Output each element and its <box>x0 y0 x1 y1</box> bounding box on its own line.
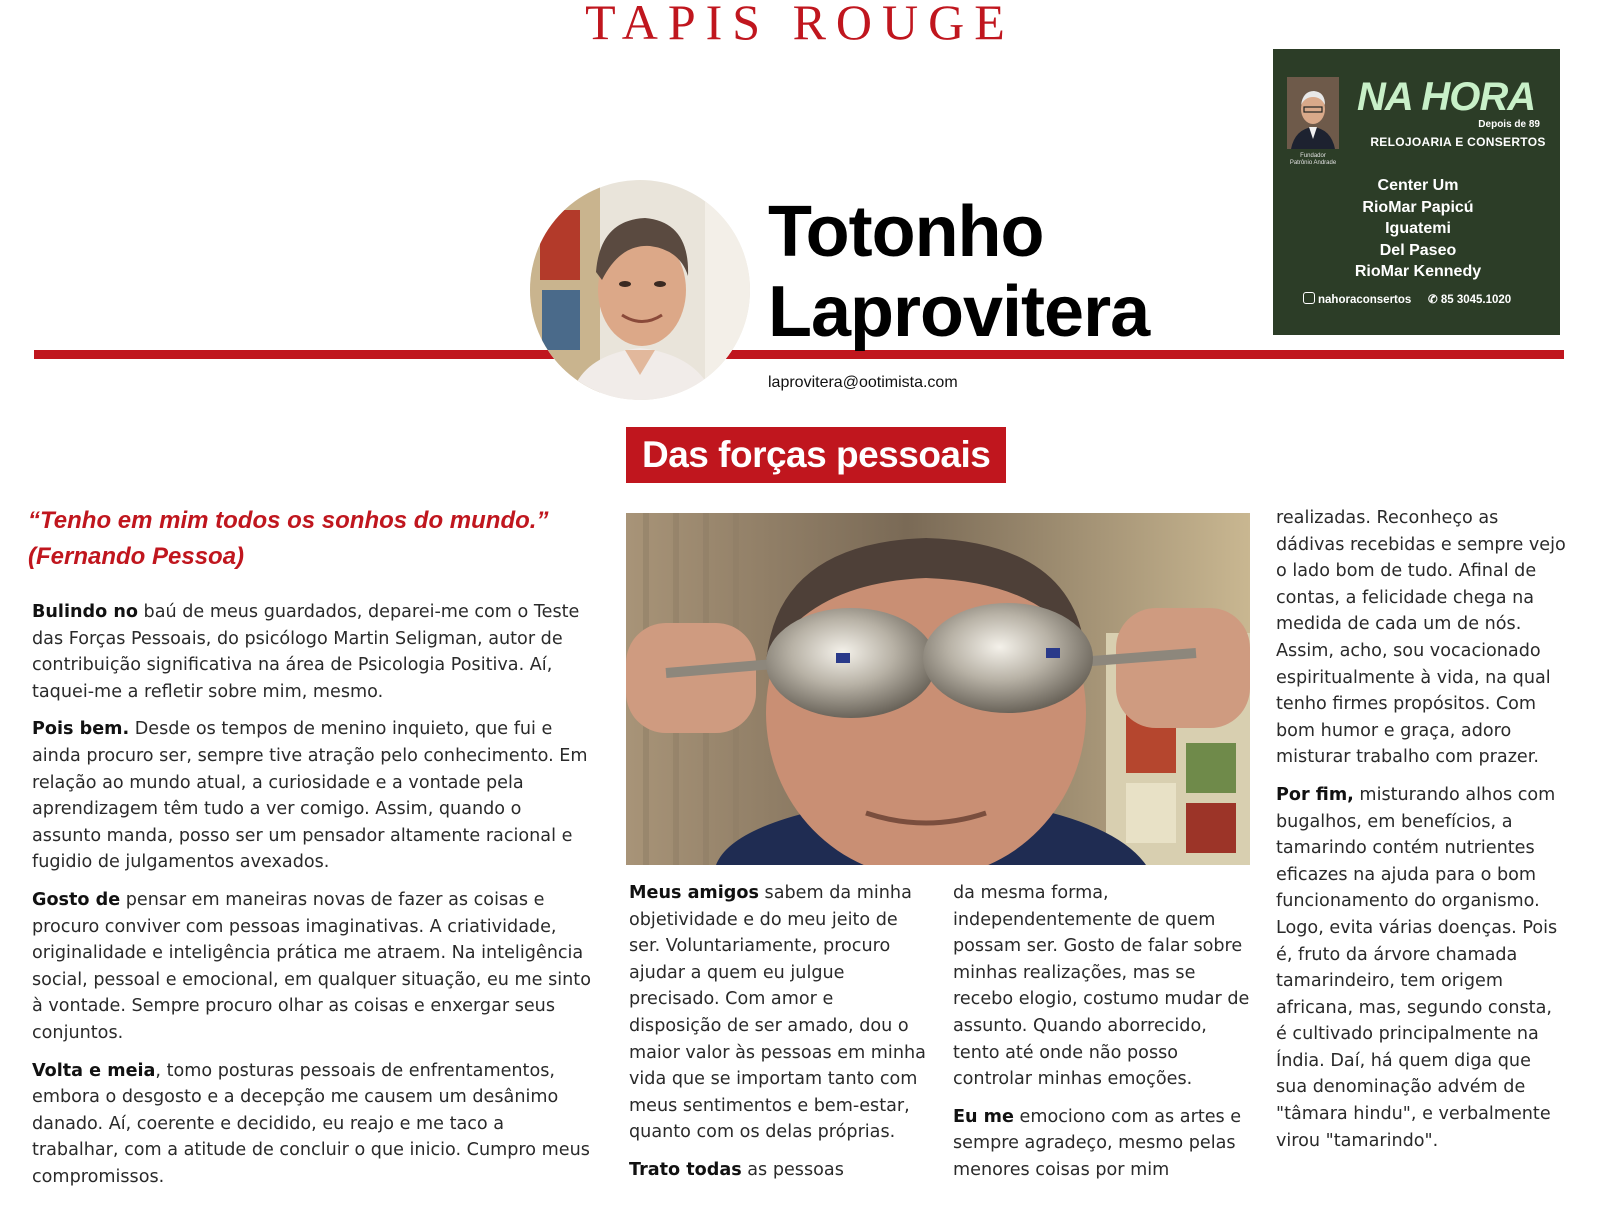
paragraph: Trato todas as pessoas <box>629 1159 844 1180</box>
ad-locations <box>1313 175 1523 283</box>
author-portrait <box>530 180 750 400</box>
founder-photo <box>1287 77 1339 149</box>
article-column-3 <box>953 880 1251 1195</box>
epigraph-text: “Tenho em mim todos os sonhos do mundo.” <box>28 507 549 534</box>
ad-instagram[interactable] <box>1303 292 1411 306</box>
paragraph: Por fim, misturando alhos com bugalhos, em benefícios, a tamarindo contém nutrientes eficazes na ajuda para o bom funcionamento do organismo. Logo, evita várias doenças. Pois é, fruto da árvore chamada tamarindeiro, tem origem africana, mas, segundo consta, é cultivado principalmente na Índia. Daí, há quem diga que sua denominação advém de "tâmara hindu", e verbalmente virou "tamarindo". <box>1276 784 1558 1151</box>
paragraph: Eu me emociono com as artes e sempre agradeço, mesmo pelas menores coisas por mim <box>953 1106 1242 1180</box>
paragraph: realizadas. Reconheço as dádivas recebidas e sempre vejo o lado bom de tudo. Afinal de contas, a felicidade chega na medida de cada um de nós. Assim, acho, sou vocacionado espiritualmente à vida, na qual tenho firmes propósitos. Com bom humor e graça, adoro misturar trabalho com prazer. <box>1276 508 1566 768</box>
paragraph: Gosto de pensar em maneiras novas de fazer as coisas e procuro conviver com pessoas imaginativas. A criatividade, originalidade e inteligência prática me atraem. Na inteligência social, pessoal e emocional, em qualquer situação, eu me sinto à vontade. Sempre procuro olhar as coisas e enxergar seus conjuntos. <box>32 889 591 1043</box>
founder-caption <box>1281 153 1345 167</box>
ad-location: Iguatemi <box>1385 220 1451 237</box>
founder-caption-name: Patrônio Andrade <box>1289 160 1337 166</box>
author-portrait-image <box>530 180 750 400</box>
ad-location: RioMar Kennedy <box>1354 263 1482 280</box>
ad-location: Del Paseo <box>1379 241 1457 259</box>
ad-location: RioMar Papicú <box>1362 198 1474 216</box>
na-hora-logo: NA HORA <box>1357 75 1536 119</box>
ad-location: Center Um <box>1377 177 1459 194</box>
ad-phone-number: 85 3045.1020 <box>1440 294 1512 306</box>
author-email[interactable]: laprovitera@ootimista.com <box>768 374 958 391</box>
masthead-title: TAPIS ROUGE <box>585 0 1015 50</box>
man-with-spoons-photo <box>626 513 1250 865</box>
article-column-4 <box>1276 505 1566 1165</box>
article-column-1 <box>32 599 596 1201</box>
ad-instagram-handle: nahoraconsertos <box>1318 294 1412 306</box>
founder-caption-label: Fundador <box>1300 153 1326 159</box>
paragraph: Pois bem. Desde os tempos de menino inquieto, que fui e ainda procuro ser, sempre tive atração pelo conhecimento. Em relação ao mundo atual, a curiosidade e a vontade pela aprendizagem têm tudo a ver comigo. Assim, quando o assunto manda, posso ser um pensador altamente racional e fugidio de julgamentos avexados. <box>32 719 588 873</box>
paragraph: Volta e meia, tomo posturas pessoais de enfrentamentos, embora o desgosto e a decepção me causem um desânimo danado. Aí, coerente e decidido, eu reajo e me taco a trabalhar, com a atitude de concluir o que inicio. Cumpro meus compromissos. <box>32 1060 590 1187</box>
author-last-name: Laprovitera <box>768 272 1150 352</box>
article-photo <box>626 513 1250 865</box>
instagram-icon <box>1303 292 1315 304</box>
author-name <box>768 192 1149 352</box>
article-headline: Das forças pessoais <box>626 427 1006 483</box>
phone-icon: ✆ <box>1428 294 1438 306</box>
ad-phone[interactable] <box>1428 292 1511 306</box>
ad-subtitle: RELOJOARIA E CONSERTOS <box>1370 135 1546 149</box>
author-first-name: Totonho <box>768 192 1044 272</box>
article-column-2 <box>629 880 931 1195</box>
epigraph-attribution: (Fernando Pessoa) <box>28 543 245 570</box>
na-hora-advertisement[interactable] <box>1273 49 1560 335</box>
paragraph: da mesma forma, independentemente de quem possam ser. Gosto de falar sobre minhas realizações, mas se recebo elogio, costumo mudar de assunto. Quando aborrecido, tento até onde não posso controlar minhas emoções. <box>953 883 1250 1090</box>
ad-tagline: Depois de 89 <box>1478 119 1540 130</box>
epigraph-quote <box>28 503 608 575</box>
paragraph: Bulindo no baú de meus guardados, deparei-me com o Teste das Forças Pessoais, do psicólogo Martin Seligman, autor de contribuição significativa na área de Psicologia Positiva. Aí, taquei-me a refletir sobre mim, mesmo. <box>32 602 580 702</box>
paragraph: Meus amigos sabem da minha objetividade e do meu jeito de ser. Voluntariamente, procuro ajudar a quem eu julgue precisado. Com amor e disposição de ser amado, dou o maior valor às pessoas em minha vida que se importam tanto com meus sentimentos e bem-estar, quanto com os delas próprias. <box>629 883 926 1143</box>
